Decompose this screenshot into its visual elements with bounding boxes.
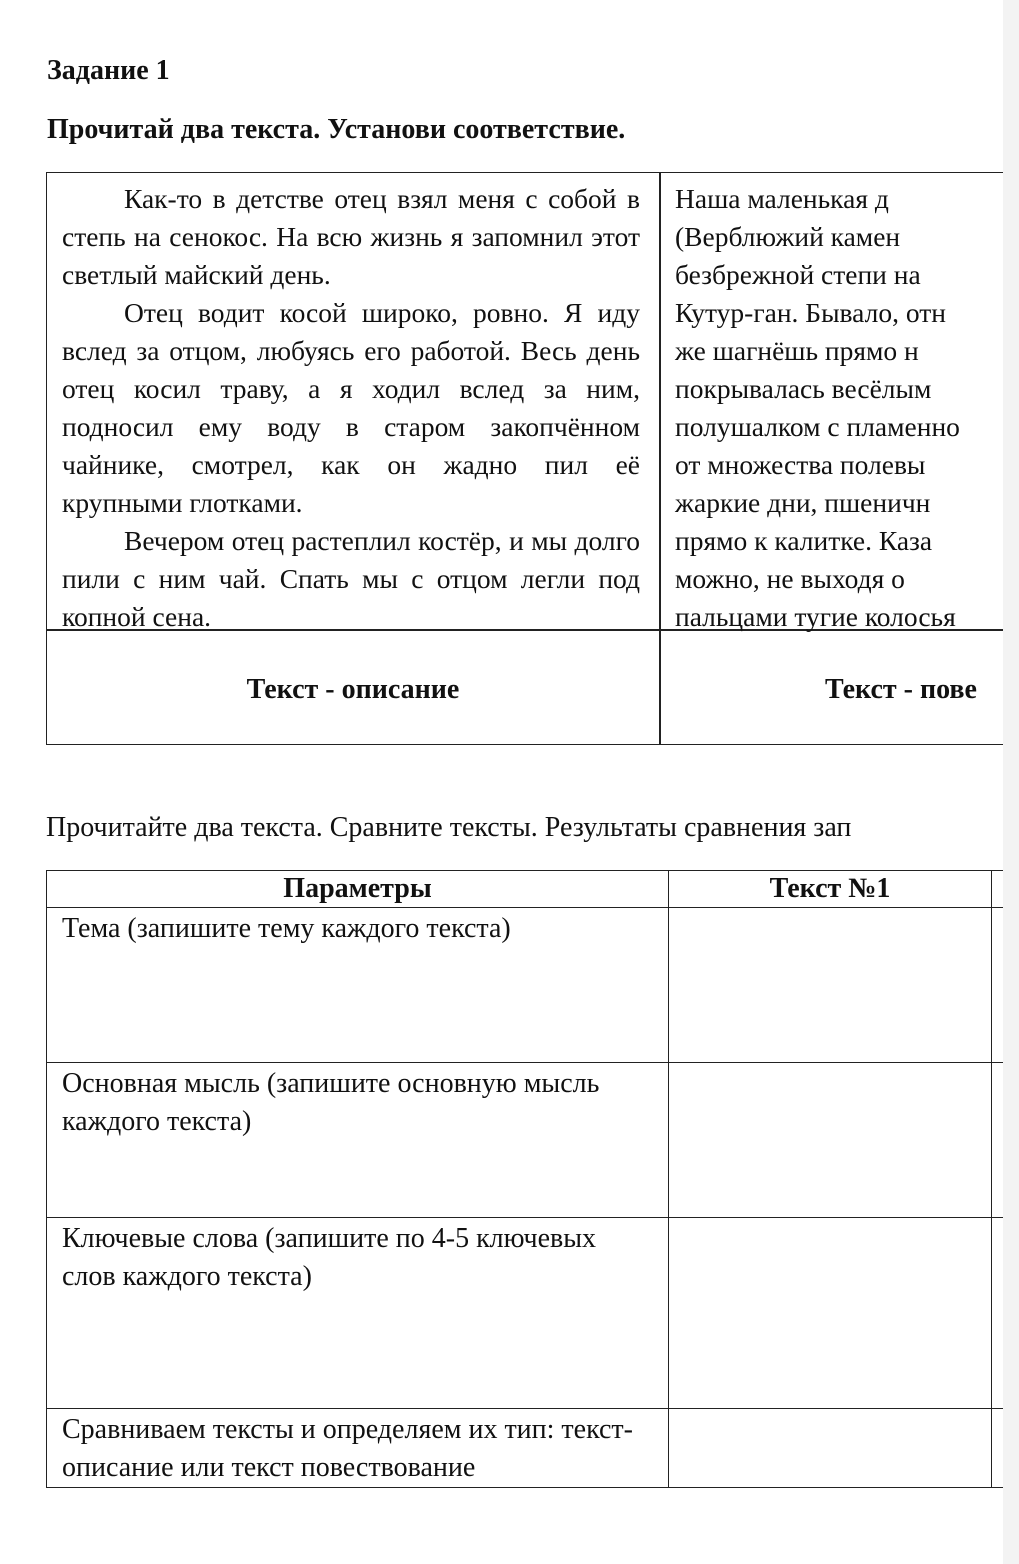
- text-two-line: Наша маленькая д: [675, 183, 889, 214]
- answer-cell-text-1[interactable]: [669, 1218, 992, 1409]
- text-one-paragraph: Вечером отец растеплил костёр, и мы долго пили с ним чай. Спать мы с отцом легли под копной сена.: [62, 525, 640, 632]
- table-row: [47, 908, 1004, 1063]
- row-parameter: Основная мысль (запишите основную мысль каждого текста): [47, 1063, 669, 1218]
- label-description: Текст - описание: [246, 674, 460, 705]
- text-two-line: прямо к калитке. Каза: [675, 525, 933, 556]
- header-parameters: Параметры: [47, 871, 669, 908]
- header-text-1: Текст №1: [669, 871, 992, 908]
- text-two-line: полушалком с пламенно: [675, 411, 960, 442]
- answer-cell-text-1[interactable]: [669, 908, 992, 1063]
- text-two-line: от множества полевы: [675, 449, 926, 480]
- task-instruction: Прочитай два текста. Установи соответствие.: [47, 114, 626, 145]
- text-two-line: Кутур-ган. Бывало, отн: [675, 297, 946, 328]
- answer-cell-text-2[interactable]: [992, 1063, 1004, 1218]
- header-text-2: [992, 871, 1004, 908]
- answer-cell-text-2[interactable]: [992, 1218, 1004, 1409]
- text-one-paragraph: Как-то в детстве отец взял меня с собой в степь на сенокос. На всю жизнь я запомнил этот светлый майский день.: [62, 183, 640, 290]
- text-two-line: же шагнёшь прямо н: [675, 335, 919, 366]
- row-parameter: Ключевые слова (запишите по 4-5 ключевых слов каждого текста): [47, 1218, 669, 1409]
- text-two-line: можно, не выходя о: [675, 563, 905, 594]
- table-row: [47, 1063, 1004, 1218]
- text-two-line: (Верблюжий камен: [675, 221, 901, 252]
- answer-cell-text-1[interactable]: [669, 1409, 992, 1488]
- row-parameter: Тема (запишите тему каждого текста): [47, 908, 669, 1063]
- table-row: [47, 1409, 1004, 1488]
- text-one-paragraph: Отец водит косой широко, ровно. Я иду вслед за отцом, любуясь его работой. Весь день отец косил траву, а я ходил вслед за ним, подносил ему воду в старом закопчённом чайнике, смотрел, как он жадно пил её крупными глотками.: [62, 297, 640, 518]
- comparison-table: [46, 870, 1003, 1488]
- page-edge: [1003, 0, 1019, 1564]
- table-row: [47, 1218, 1004, 1409]
- text-two-line: пальцами тугие колосья: [675, 601, 956, 632]
- table-divider-vertical: [659, 173, 661, 744]
- text-two-line: покрывалась весёлым: [675, 373, 932, 404]
- row-parameter: Сравниваем тексты и определяем их тип: текст-описание или текст повествование: [47, 1409, 669, 1488]
- text-two-line: жаркие дни, пшеничн: [675, 487, 931, 518]
- answer-cell-text-2[interactable]: [992, 1409, 1004, 1488]
- answer-cell-text-2[interactable]: [992, 908, 1004, 1063]
- text-two-line: безбрежной степи на: [675, 259, 921, 290]
- task-title: Задание 1: [47, 55, 170, 86]
- table-header-row: [47, 871, 1004, 908]
- answer-cell-text-1[interactable]: [669, 1063, 992, 1218]
- text-two-cell: [675, 180, 1003, 636]
- label-narration: Текст - пове: [825, 674, 977, 705]
- matching-table: [46, 172, 1003, 745]
- task2-instruction: Прочитайте два текста. Сравните тексты. Результаты сравнения зап: [46, 812, 852, 843]
- text-one-cell: [62, 180, 640, 636]
